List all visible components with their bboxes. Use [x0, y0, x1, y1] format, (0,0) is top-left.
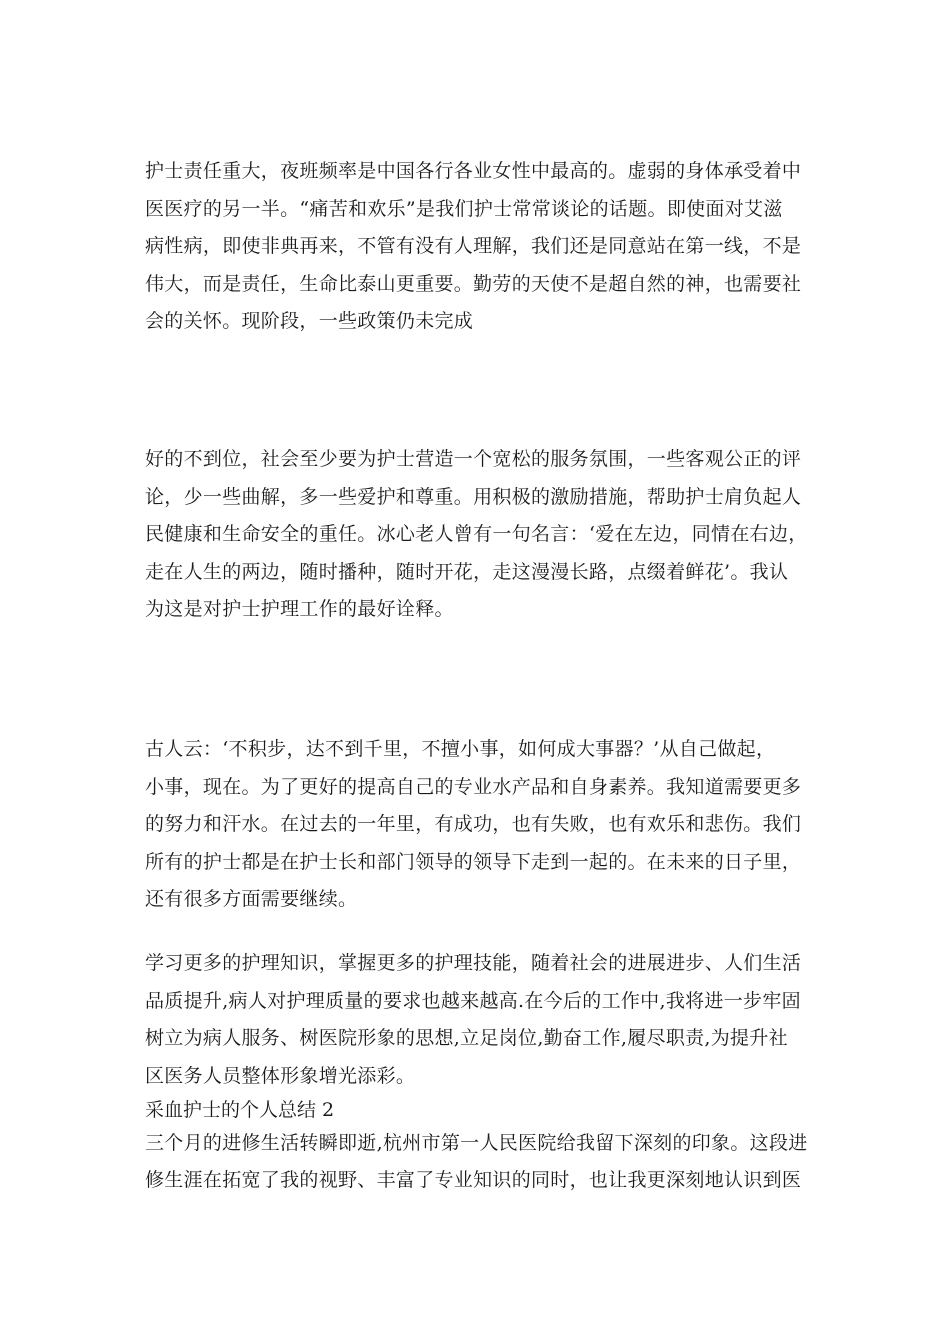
- paragraph-1: 护士责任重大，夜班频率是中国各行各业女性中最高的。虚弱的身体承受着中 医医疗的另一半。“痛苦和欢乐”是我们护士常常谈论的话题。即使面对艾滋 病性病，即使非典再来，不管有没有人理解，我们还是同意站在第一线，不是 伟大，而是责任，生命比泰山更重要。勤劳的天使不是超自然的神，也需要社 会的关怀。现阶段，一些政策仍未完成: [145, 160, 802, 332]
- paragraph-4: 学习更多的护理知识，掌握更多的护理技能，随着社会的进展进步、人们生活 品质提升,病人对护理质量的要求也越来越高.在今后的工作中,我将进一步牢固 树立为病人服务、树医院形象的思想,立足岗位,勤奋工作,履尽职责,为提升社 区医务人员整体形象增光添彩。: [145, 952, 802, 1087]
- paragraph-2: 好的不到位，社会至少要为护士营造一个宽松的服务氛围，一些客观公正的评 论，少一些曲解，多一些爱护和尊重。用积极的激励措施，帮助护士肩负起人 民健康和生命安全的重任。冰心老人曾有一句名言：‘爱在左边，同情在右边， 走在人生的两边，随时播种，随时开花，走这漫漫长路，点缀着鲜花’。我认 为这是对护士护理工作的最好诠释。: [145, 448, 808, 620]
- section-title: 采血护士的个人总结 2: [145, 1099, 335, 1121]
- section-paragraph: 三个月的进修生活转瞬即逝,杭州市第一人民医院给我留下深刻的印象。这段进 修生涯在拓宽了我的视野、丰富了专业知识的同时，也让我更深刻地认识到医: [145, 1132, 808, 1191]
- paragraph-3: 古人云：‘不积步，达不到千里，不擅小事，如何成大事器？’从自己做起， 小事，现在。为了更好的提高自己的专业水产品和自身素养。我知道需要更多 的努力和汗水。在过去的一年里，有成功，也有失败，也有欢乐和悲伤。我们 所有的护士都是在护士长和部门领导的领导下走到一起的。在未来的日子里， 还有很多方面需要继续。: [145, 738, 802, 910]
